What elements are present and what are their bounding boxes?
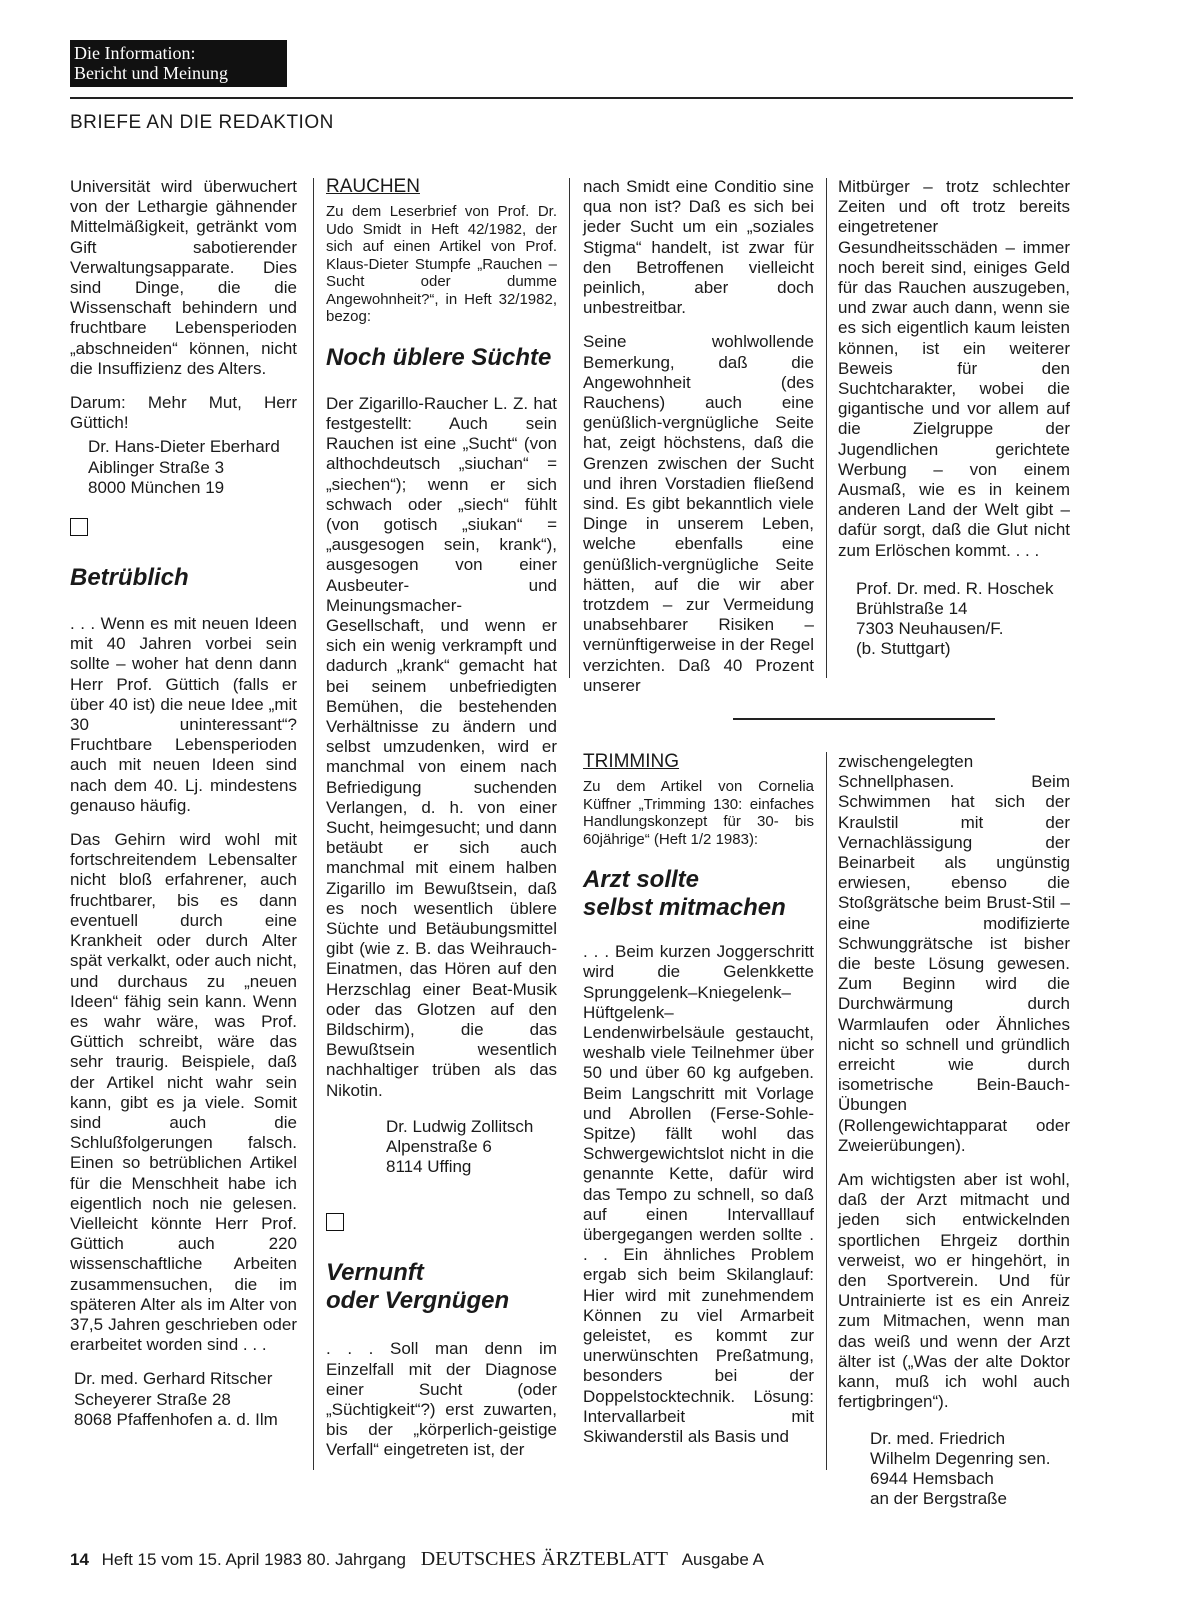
col2-intro: Zu dem Leserbrief von Prof. Dr. Udo Smidt in Heft 42/1982, der sich auf einen Artikel von Prof. Klaus-Dieter Stumpfe „Rauchen – Sucht oder dumme Angewohnheit?“, in Heft 32/1982, bezog:	[326, 203, 557, 326]
column-divider-2	[569, 178, 570, 678]
col3b-intro: Zu dem Artikel von Cornelia Küffner „Trimming 130: einfaches Handlungskonzept für 30- bis 60jährige“ (Heft 1/2 1983):	[583, 778, 814, 848]
column-divider-1	[313, 178, 314, 1470]
page-number: 14	[70, 1550, 89, 1569]
header-line-1: Die Information:	[74, 43, 196, 63]
section-title: BRIEFE AN DIE REDAKTION	[70, 112, 334, 133]
col4b-paragraph-2: Am wichtigsten aber ist wohl, daß der Arzt mitmacht und jeden sich entwickelnden sportlichen Ehrgeiz dorthin verweist, wo er hingehört, in den Sportverein. Und für Untrainierte ist es ein Anreiz zum Mitmachen, wenn man das weiß und wenn der Arzt älter ist („Was der alte Doktor kann, muß ich wohl auch fertigbringen“).	[838, 1170, 1070, 1412]
header-line-2: Bericht und Meinung	[74, 63, 228, 83]
column-3-bottom	[583, 752, 814, 1447]
col4-paragraph-1: Mitbürger – trotz schlechter Zeiten und oft trotz bereits eingetretener Gesundheitsschäden – immer noch bereit sind, einiges Geld für das Rauchen auszugeben, und zwar auch dann, wenn sie es sich eigentlich kaum leisten können, ist ein weiterer Beweis für den Suchtcharakter, wobei die gigantische und vor allem auf die Zielgruppe der Jugendlichen gerichtete Werbung – von einem Ausmaß, wie es in keinem anderen Land der Welt gibt – dafür sorgt, daß die Glut nicht zum Erlöschen kommt. . . .	[838, 177, 1070, 560]
square-box-icon	[70, 518, 88, 536]
col4-signature: Prof. Dr. med. R. Hoschek Brühlstraße 14 7303 Neuhausen/F. (b. Stuttgart)	[856, 578, 1054, 659]
col3-paragraph-1: nach Smidt eine Conditio sine qua non ist? Daß es sich bei jeder Sucht um ein „soziales Stigma“ handelt, ist zwar für den Betroffenen vielleicht peinlich, aber doch unbestreitbar.	[583, 177, 814, 318]
col1-paragraph-3: . . . Wenn es mit neuen Ideen mit 40 Jahren vorbei sein sollte – woher hat denn dann Herr Prof. Güttich (falls er über 40 ist) die neue Idee „mit 30 uninteressant“? Fruchtbare Lebensperioden auch mit neuen Ideen sind nach dem 40. Lj. mindestens genauso häufig.	[70, 614, 297, 815]
col4b-signature: Dr. med. Friedrich Wilhelm Degenring sen. 6944 Hemsbach an der Bergstraße	[870, 1428, 1051, 1509]
middle-rule	[733, 718, 995, 720]
issue-info: Heft 15 vom 15. April 1983 80. Jahrgang	[101, 1550, 406, 1569]
col2-paragraph-1: Der Zigarillo-Raucher L. Z. hat festgestellt: Auch sein Rauchen ist eine „Sucht“ (von althochdeutsch „siuchan“ = „siechen“); wenn er sich schwach oder „siech“ fühlt (von gotisch „siukan“ = „ausgesogen sein, krank“), ausgesogen von einer Ausbeuter- und Meinungsmacher-Gesellschaft, und wenn er sich ein wenig verkrampft und dadurch „krank“ gemacht hat bei seinem unbefriedigten Bemühen, die bestehenden Verhältnisse zu ändern und selbst umzudenken, wird er manchmal von einem nach Befriedigung suchenden Verlangen, d. h. von einer Sucht, heimgesucht; und dann betäubt er sich auch manchmal mit einem halben Zigarillo im Bewußtsein, daß es noch wesentlich üblere Süchte und Betäubungsmittel gibt (wie z. B. das Weihrauch-Einatmen, das Hören auf den Herzschlag einer Beat-Musik oder das Glotzen auf den Bildschirm), die das Bewußtsein wesentlich nachhaltiger trüben als das Nikotin.	[326, 393, 557, 1100]
column-4-bottom	[838, 752, 1070, 1509]
headline-betrueblich: Betrüblich	[70, 564, 189, 592]
kicker-trimming: TRIMMING	[583, 751, 680, 772]
column-2	[326, 177, 557, 1461]
col2-signature: Dr. Ludwig Zollitsch Alpenstraße 6 8114 Uffing	[386, 1116, 534, 1177]
col1-paragraph-2: Darum: Mehr Mut, Herr Güttich!	[70, 393, 297, 433]
section-header-box	[70, 40, 287, 87]
column-3-top	[583, 177, 814, 696]
top-rule	[70, 97, 1073, 99]
col1-signature-2: Dr. med. Gerhard Ritscher Scheyerer Straße 28 8068 Pfaffenhofen a. d. Ilm	[74, 1369, 278, 1429]
page-footer	[70, 1548, 764, 1571]
column-divider-4	[826, 752, 827, 1470]
edition: Ausgabe A	[681, 1550, 764, 1569]
col2-paragraph-2: . . . Soll man denn im Einzelfall mit der Diagnose einer Sucht (oder „Süchtigkeit“?) erst zuwarten, bis der „körperlich-geistige Verfall“ eingetreten ist, der	[326, 1339, 557, 1460]
col1-paragraph-4: Das Gehirn wird wohl mit fortschreitendem Lebensalter nicht bloß erfahrener, auch fruchtbarer, bis es dann eventuell durch eine Krankheit oder durch Alter spät verkalkt, oder auch nicht, und durchaus zu „neuen Ideen“ fähig sein kann. Wenn es wahr wäre, was Prof. Güttich schreibt, wäre das sehr traurig. Beispiele, daß der Artikel nicht wahr sein kann, gibt es ja viele. Somit sind auch die Schlußfolgerungen falsch. Einen so betrüblichen Artikel für die Menschheit habe ich eigentlich noch nie gelesen. Vielleicht könnte Herr Prof. Güttich auch 220 wissenschaftliche Arbeiten zusammensuchen, die im späteren Alter als im Alter von 37,5 Jahren geschrieben oder erarbeitet worden sind . . .	[70, 830, 297, 1355]
headline-noch-ueblere-suechte: Noch üblere Süchte	[326, 343, 552, 371]
column-divider-3	[826, 178, 827, 678]
column-4-top	[838, 177, 1070, 660]
col3b-paragraph-1: . . . Beim kurzen Joggerschritt wird die Gelenkkette Sprunggelenk–Kniegelenk–Hüftgelenk–Lendenwirbelsäule gestaucht, weshalb viele Teilnehmer über 50 und über 60 kg aufgeben. Beim Langschritt mit Vorlage und Abrollen (Ferse-Sohle-Spitze) fällt wohl das Schwergewichtslot nicht in die genannte Kette, dafür wird das Tempo zu schnell, so daß auf einen Intervalllauf übergegangen werden sollte . . . Ein ähnliches Problem ergab sich beim Skilanglauf: Hier wird mit zunehmendem Können zu viel Armarbeit geleistet, es kommt zur unerwünschten Preßatmung, besonders bei der Doppelstocktechnik. Lösung: Intervallarbeit mit Skiwanderstil als Basis und	[583, 942, 814, 1447]
journal-name: DEUTSCHES ÄRZTEBLATT	[420, 1548, 668, 1570]
kicker-rauchen: RAUCHEN	[326, 176, 420, 197]
headline-vernunft: Vernunft oder Vergnügen	[326, 1259, 510, 1315]
col4b-paragraph-1: zwischengelegten Schnellphasen. Beim Schwimmen hat sich der Kraulstil mit der Vernachlässigung der Beinarbeit als ungünstig erwiesen, ebenso die Stoßgrätsche beim Brust-Stil – eine modifizierte Schwunggrätsche ist bisher die beste Lösung gewesen. Zum Beginn wird die Durchwärmung durch Warmlaufen oder Ähnliches nicht so schnell und gründlich erreicht wie durch isometrische Bein-Bauch-Übungen (Rollengewichtapparat oder Zweierübungen).	[838, 752, 1070, 1155]
headline-arzt-sollte: Arzt sollte selbst mitmachen	[583, 866, 786, 922]
col1-signature: Dr. Hans-Dieter Eberhard Aiblinger Straße 3 8000 München 19	[88, 437, 280, 497]
column-1	[70, 177, 297, 1430]
col3-paragraph-2: Seine wohlwollende Bemerkung, daß die Angewohnheit (des Rauchens) auch eine genüßlich-vergnügliche Seite hat, zeigt höchstens, daß die Grenzen zwischen der Sucht und ihren Vorstadien fließend sind. Es gibt bekanntlich viele Dinge in unserem Leben, welche ebenfalls eine genüßlich-vergnügliche Seite hätten, auf die wir aber trotzdem – zur Vermeidung unabsehbarer Risiken – vernünftigerweise in der Regel verzichten. Daß 40 Prozent unserer	[583, 332, 814, 695]
col1-paragraph-1: Universität wird überwuchert von der Lethargie gähnender Mittelmäßigkeit, getränkt vom Gift sabotierender Verwaltungsapparate. Dies sind Dinge, die die Wissenschaft behindern und fruchtbare Lebensperioden „abschneiden“ können, nicht die Insuffizienz des Alters.	[70, 177, 297, 378]
square-box-icon	[326, 1213, 344, 1231]
